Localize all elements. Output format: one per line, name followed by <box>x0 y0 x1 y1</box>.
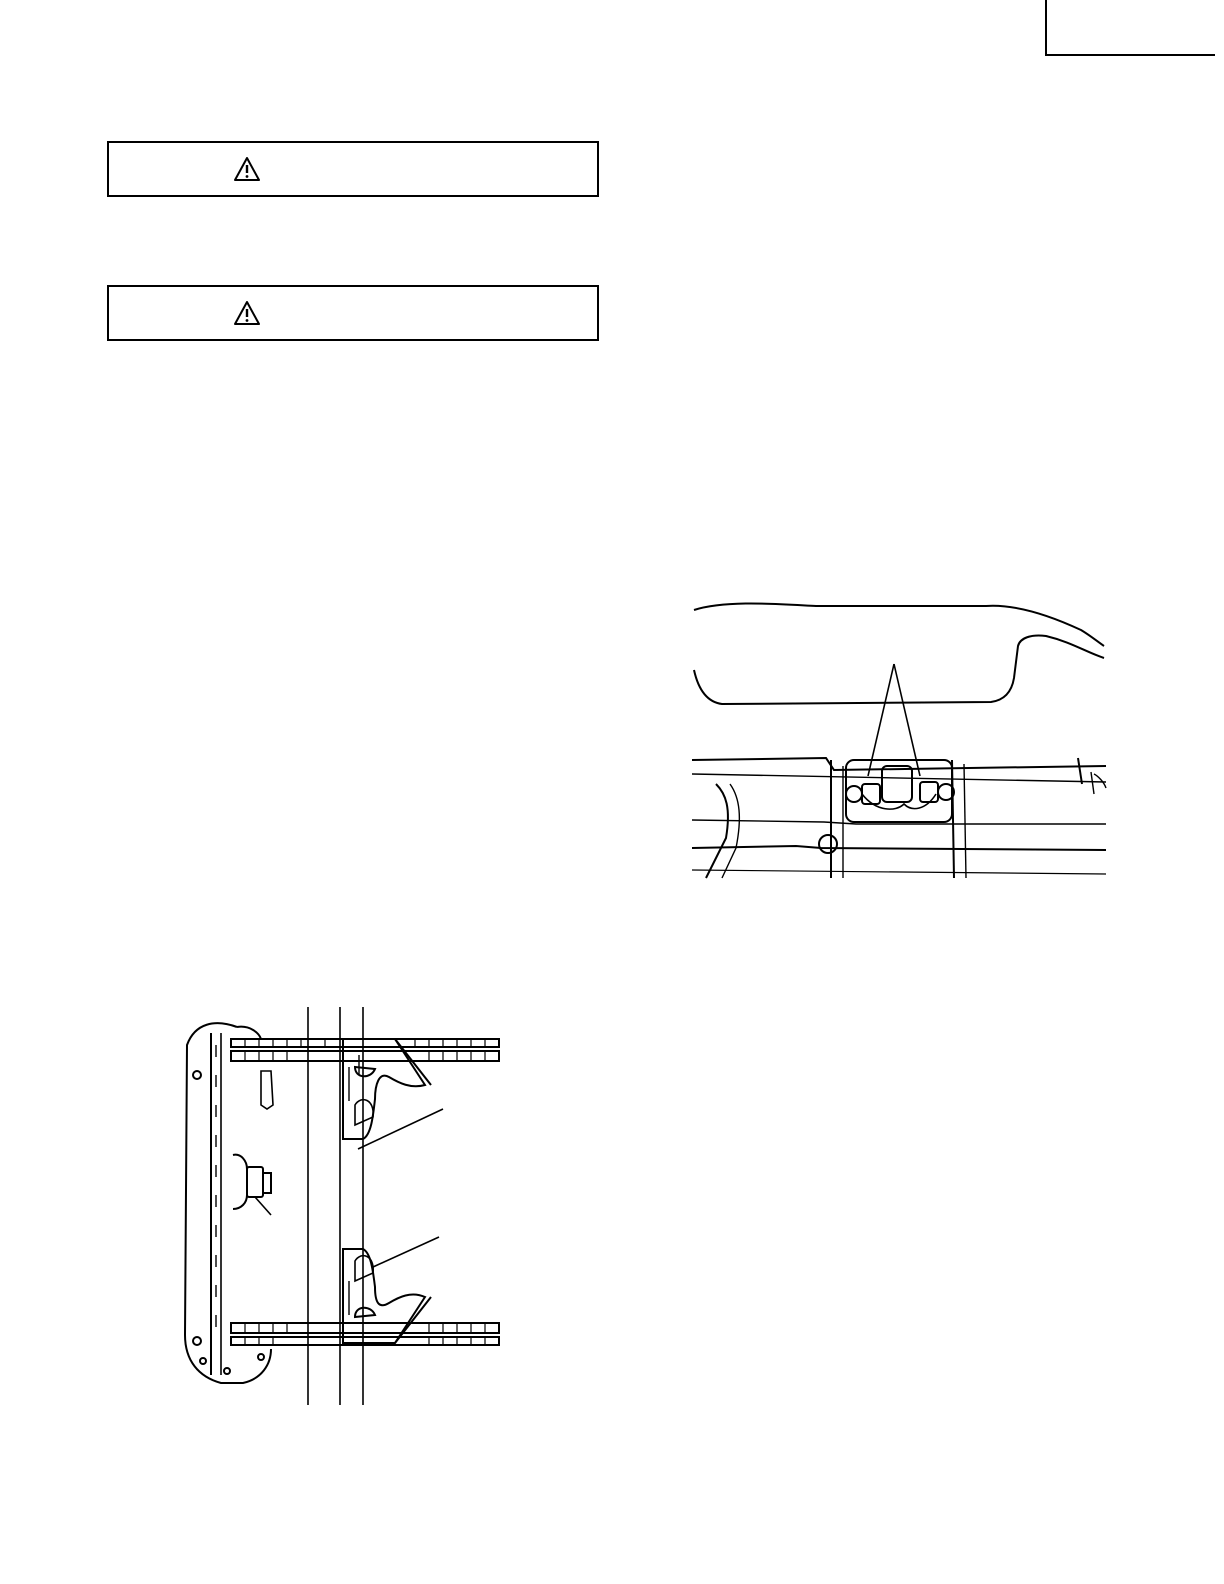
warning-box-1 <box>107 141 599 197</box>
page-number-tab <box>1045 0 1215 56</box>
warning-triangle-icon <box>233 156 261 182</box>
frame-bracket-figure <box>175 1005 510 1410</box>
hinge-screws-figure <box>686 598 1111 883</box>
warning-box-2 <box>107 285 599 341</box>
warning-triangle-icon <box>233 300 261 326</box>
